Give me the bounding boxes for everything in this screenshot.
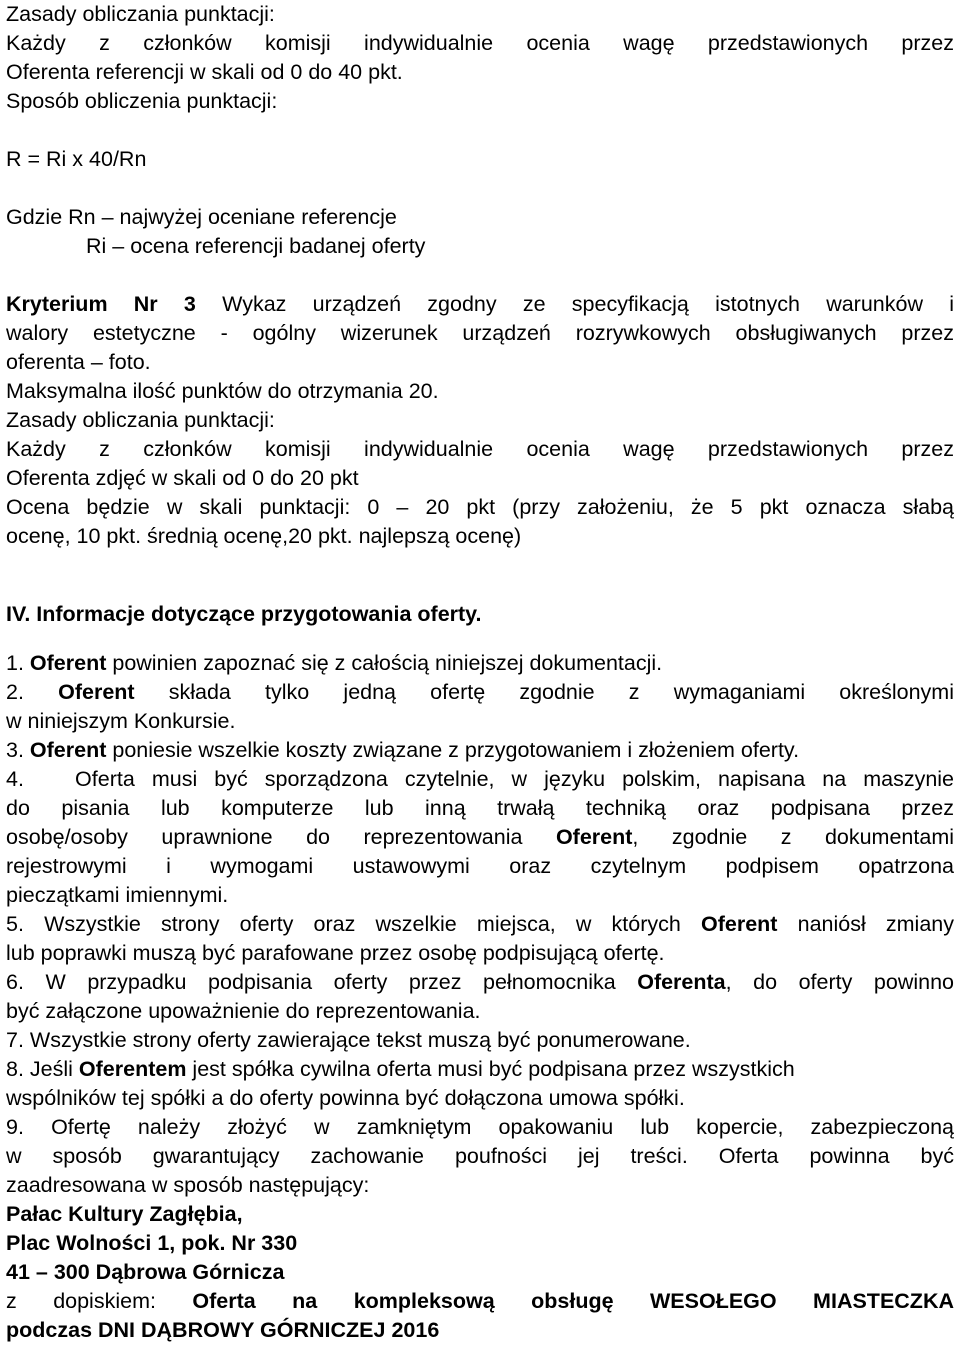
spacer <box>6 116 954 145</box>
list-item-4-cont: osobę/osoby uprawnione do reprezentowania Oferent, zgodnie z dokumentami <box>6 825 955 849</box>
list-item-3: 3. Oferent poniesie wszelkie koszty związane z przygotowaniem i złożeniem oferty. <box>6 738 800 762</box>
address-line-2: Plac Wolności 1, pok. Nr 330 <box>6 1231 298 1255</box>
criterion-3-label: Kryterium Nr 3 <box>6 292 196 316</box>
spacer <box>6 261 954 290</box>
criterion-3-max-points: Maksymalna ilość punktów do otrzymania 20. <box>6 379 439 403</box>
criterion-3-desc-line: oferenta – foto. <box>6 350 151 374</box>
scoring-heading-3: Zasady obliczania punktacji: <box>6 408 275 432</box>
list-item-2-cont: w niniejszym Konkursie. <box>6 709 236 733</box>
spacer <box>6 174 954 203</box>
scoring-text-line: Każdy z członków komisji indywidualnie ocenia wagę przedstawionych przez <box>6 31 954 55</box>
list-item-4-cont: pieczątkami imiennymi. <box>6 883 229 907</box>
list-item-8: 8. Jeśli Oferentem jest spółka cywilna oferta musi być podpisana przez wszystkich <box>6 1057 795 1081</box>
scale-text-line: ocenę, 10 pkt. średnią ocenę,20 pkt. najlepszą ocenę) <box>6 524 522 548</box>
list-item-5: 5. Wszystkie strony oferty oraz wszelkie miejsca, w których Oferent naniósł zmiany <box>6 912 954 936</box>
criterion-3-desc-line: walory estetyczne - ogólny wizerunek urządzeń rozrywkowych obsługiwanych przez <box>6 321 954 345</box>
list-item-4-cont: do pisania lub komputerze lub inną trwałą techniką oraz podpisana przez <box>6 796 954 820</box>
scoring-text-line: Oferenta referencji w skali od 0 do 40 pkt. <box>6 60 403 84</box>
list-item-1: 1. Oferent powinien zapoznać się z całością niniejszej dokumentacji. <box>6 651 663 675</box>
list-item-9: 9. Ofertę należy złożyć w zamkniętym opakowaniu lub kopercie, zabezpieczoną <box>6 1115 954 1139</box>
calculation-method-heading: Sposób obliczenia punktacji: <box>6 89 278 113</box>
spacer <box>6 629 954 649</box>
formula: R = Ri x 40/Rn <box>6 147 147 171</box>
formula-legend-rn: Gdzie Rn – najwyżej oceniane referencje <box>6 205 397 229</box>
scale-text-line: Ocena będzie w skali punktacji: 0 – 20 pkt (przy założeniu, że 5 pkt oznacza słabą <box>6 495 954 519</box>
list-item-4: 4. Oferta musi być sporządzona czytelnie, w języku polskim, napisana na maszynie <box>6 767 955 791</box>
list-item-6-cont: być załączone upoważnienie do reprezentowania. <box>6 999 481 1023</box>
list-item-6: 6. W przypadku podpisania oferty przez pełnomocnika Oferenta, do oferty powinno <box>6 970 955 994</box>
list-item-9-cont: zaadresowana w sposób następujący: <box>6 1173 370 1197</box>
scoring-text-line: Każdy z członków komisji indywidualnie ocenia wagę przedstawionych przez <box>6 437 954 461</box>
address-line-3: 41 – 300 Dąbrowa Górnicza <box>6 1260 285 1284</box>
envelope-note: z dopiskiem: Oferta na kompleksową obsługę WESOŁEGO MIASTECZKA <box>6 1289 954 1313</box>
list-item-2: 2. Oferent składa tylko jedną ofertę zgodnie z wymaganiami określonymi <box>6 680 954 704</box>
scoring-text-line: Oferenta zdjęć w skali od 0 do 20 pkt <box>6 466 359 490</box>
list-item-7: 7. Wszystkie strony oferty zawierające tekst muszą być ponumerowane. <box>6 1028 691 1052</box>
envelope-note-cont: podczas DNI DĄBROWY GÓRNICZEJ 2016 <box>6 1318 440 1342</box>
address-line-1: Pałac Kultury Zagłębia, <box>6 1202 243 1226</box>
spacer <box>6 551 954 600</box>
list-item-9-cont: w sposób gwarantujący zachowanie poufności jej treści. Oferta powinna być <box>6 1144 954 1168</box>
criterion-3-desc: Wykaz urządzeń zgodny ze specyfikacją istotnych warunków i <box>222 292 954 316</box>
list-item-8-cont: wspólników tej spółki a do oferty powinna być dołączona umowa spółki. <box>6 1086 685 1110</box>
list-item-4-cont: rejestrowymi i wymogami ustawowymi oraz czytelnym podpisem opatrzona <box>6 854 954 878</box>
formula-legend-ri: Ri – ocena referencji badanej oferty <box>86 234 426 258</box>
list-item-5-cont: lub poprawki muszą być parafowane przez osobę podpisującą ofertę. <box>6 941 665 965</box>
criterion-3-title <box>6 290 954 319</box>
section-4-title: IV. Informacje dotyczące przygotowania oferty. <box>6 602 482 626</box>
scoring-heading-2: Zasady obliczania punktacji: <box>6 2 275 26</box>
